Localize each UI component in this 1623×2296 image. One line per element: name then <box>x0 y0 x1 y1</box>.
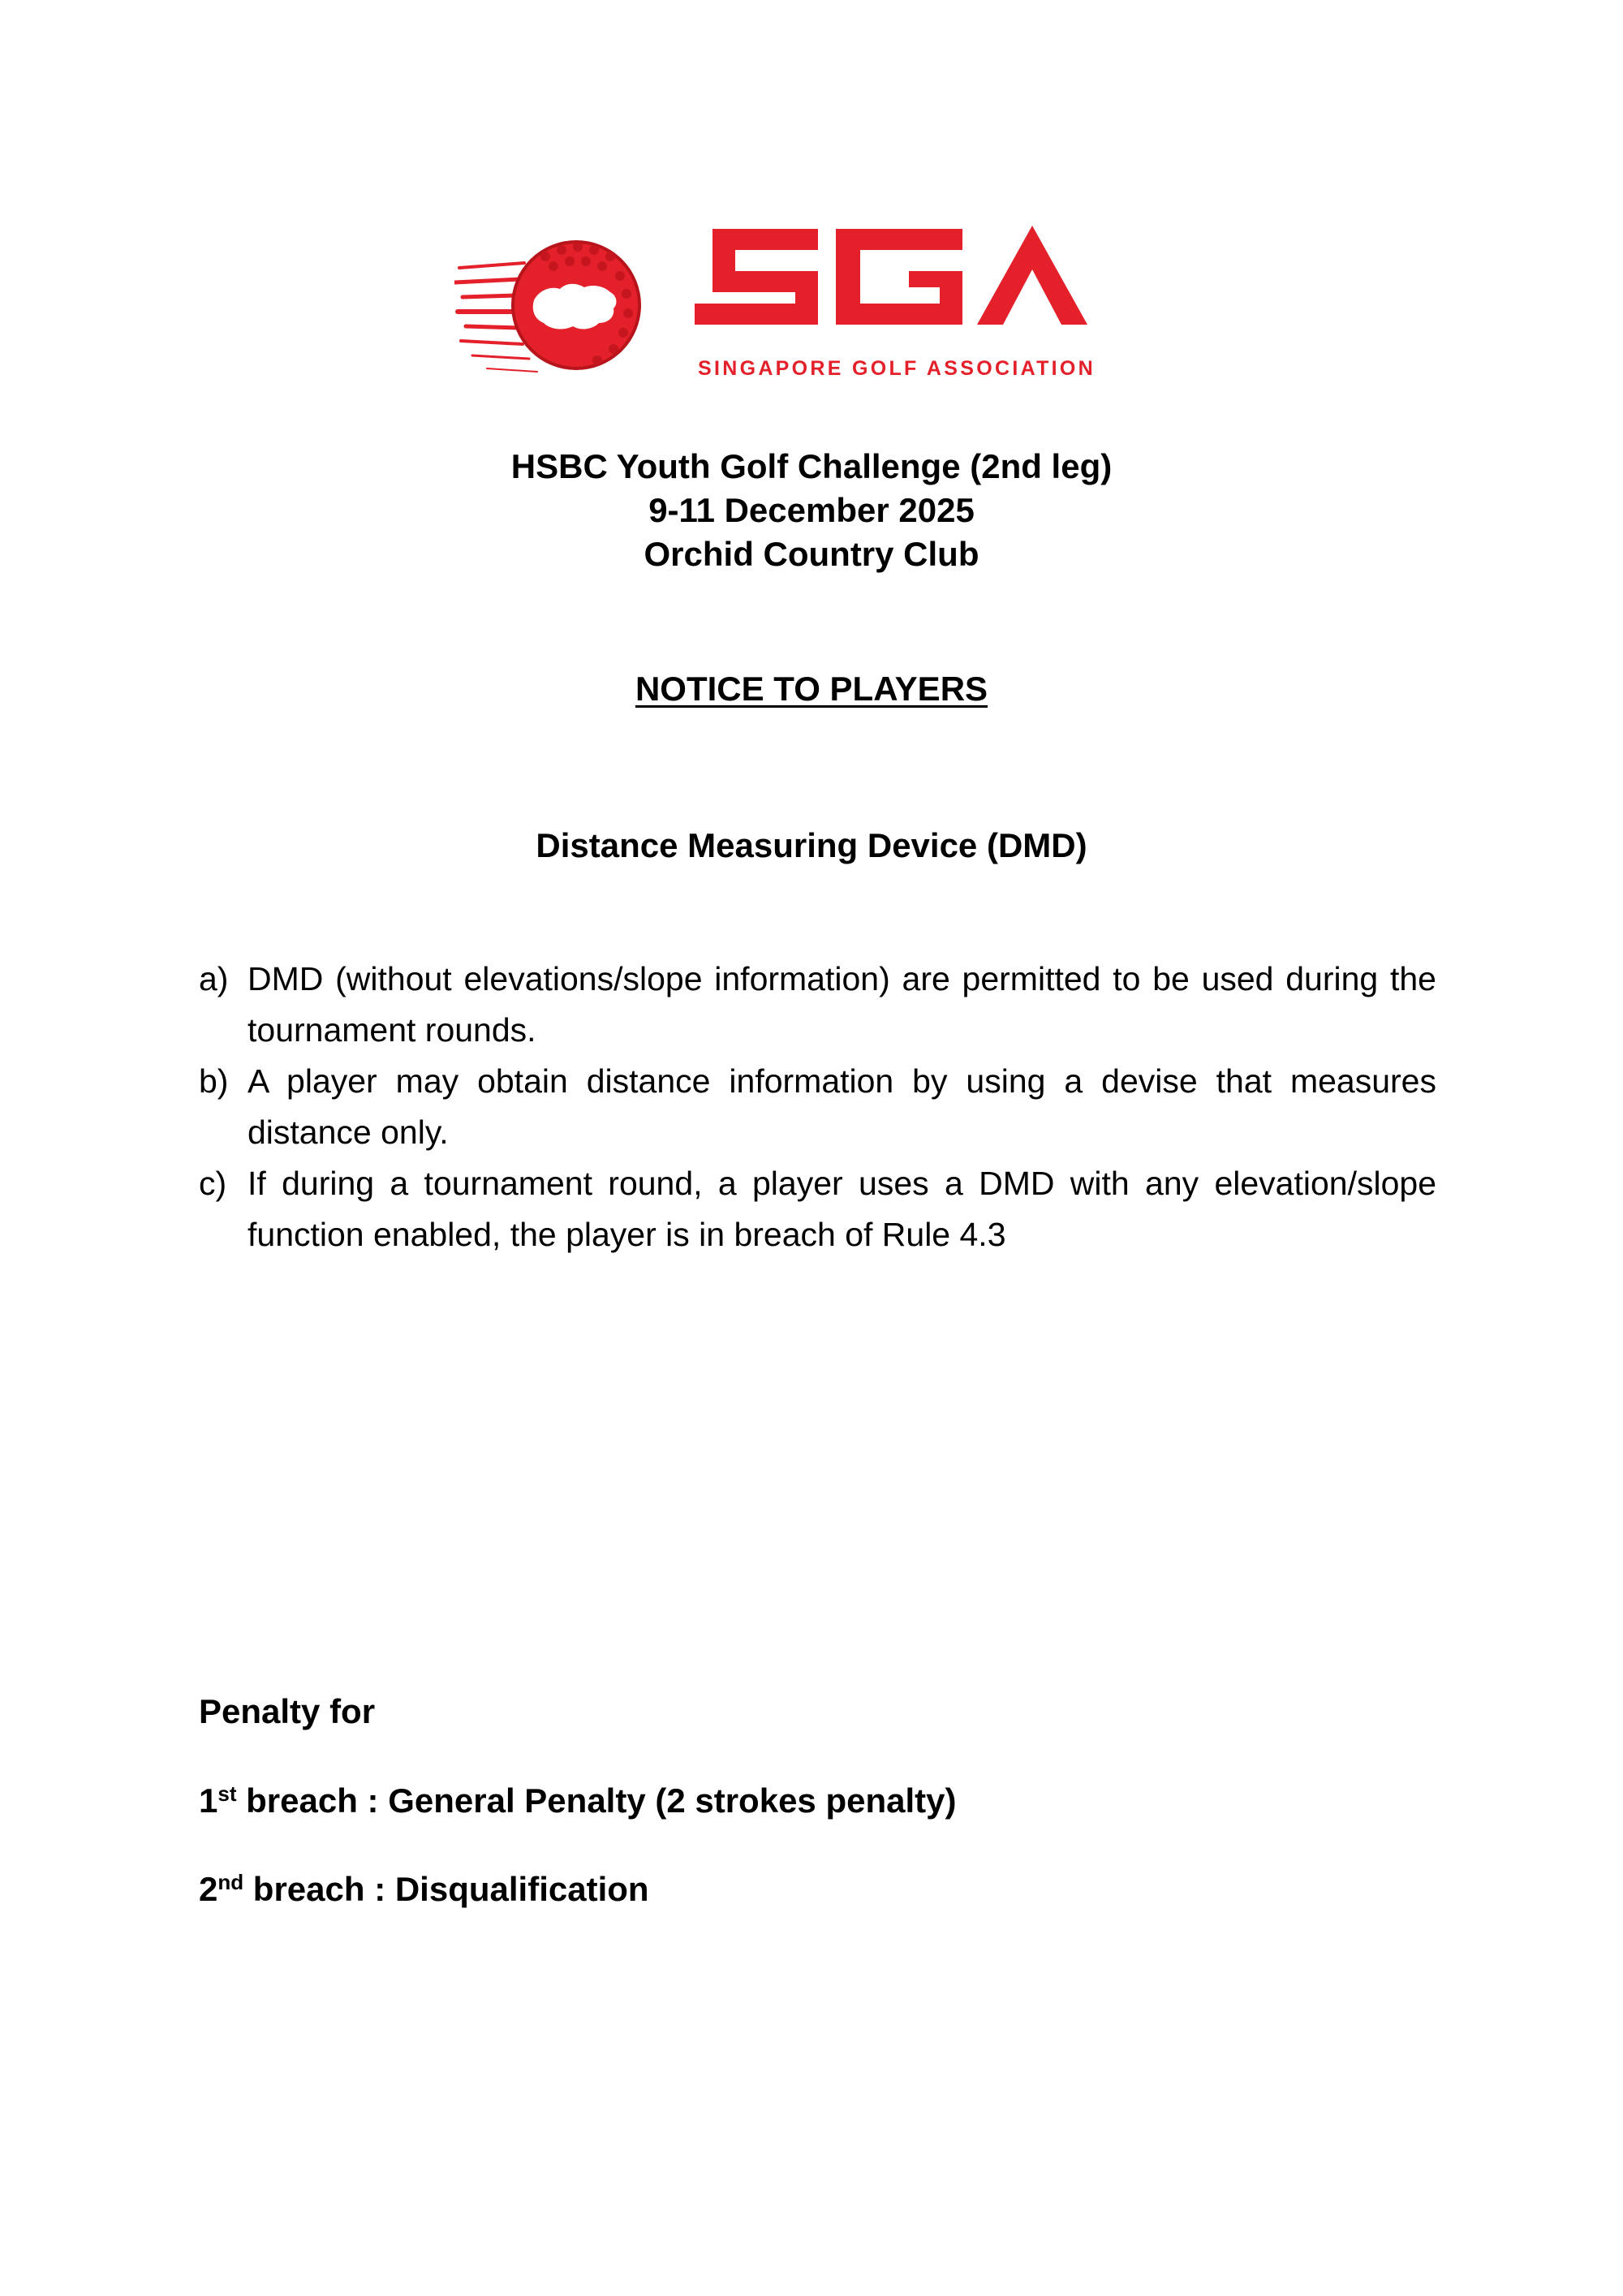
penalty-ordinal-suffix: nd <box>217 1870 244 1894</box>
rules-list <box>199 954 1436 1260</box>
list-item <box>199 1158 1436 1260</box>
notice-title: NOTICE TO PLAYERS <box>635 670 988 708</box>
penalty-ordinal: 2 <box>199 1870 218 1908</box>
list-marker: b) <box>199 1062 229 1100</box>
sga-logo <box>454 218 1128 388</box>
penalty-ordinal-suffix: st <box>217 1781 237 1806</box>
penalty-label: breach : General Penalty (2 strokes penalty) <box>236 1781 957 1820</box>
penalty-ordinal: 1 <box>199 1781 218 1820</box>
rule-text: If during a tournament round, a player uses a DMD with any elevation/slope function enabled, the player is in breach of Rule 4.3 <box>248 1165 1436 1253</box>
event-title: HSBC Youth Golf Challenge (2nd leg) <box>510 447 1113 485</box>
golf-ball-icon <box>513 242 639 368</box>
penalty-second-breach <box>199 1867 649 1911</box>
event-header <box>0 445 1623 576</box>
logo-tagline: SINGAPORE GOLF ASSOCIATION <box>698 357 1096 380</box>
penalty-heading: Penalty for <box>199 1692 376 1730</box>
list-item <box>199 1056 1436 1158</box>
singapore-map-icon <box>533 284 617 330</box>
rule-text: A player may obtain distance information by using a devise that measures distance only. <box>248 1062 1436 1151</box>
list-marker: c) <box>199 1165 227 1202</box>
penalty-label: breach : Disqualification <box>243 1870 649 1908</box>
section-title: Distance Measuring Device (DMD) <box>536 826 1087 864</box>
penalty-first-breach <box>199 1779 957 1823</box>
event-venue: Orchid Country Club <box>644 535 979 573</box>
list-item <box>199 954 1436 1056</box>
list-marker: a) <box>199 960 229 997</box>
rule-text: DMD (without elevations/slope information) are permitted to be used during the tournament rounds. <box>248 960 1436 1049</box>
event-dates: 9-11 December 2025 <box>648 491 975 529</box>
sga-wordmark <box>695 226 1087 325</box>
